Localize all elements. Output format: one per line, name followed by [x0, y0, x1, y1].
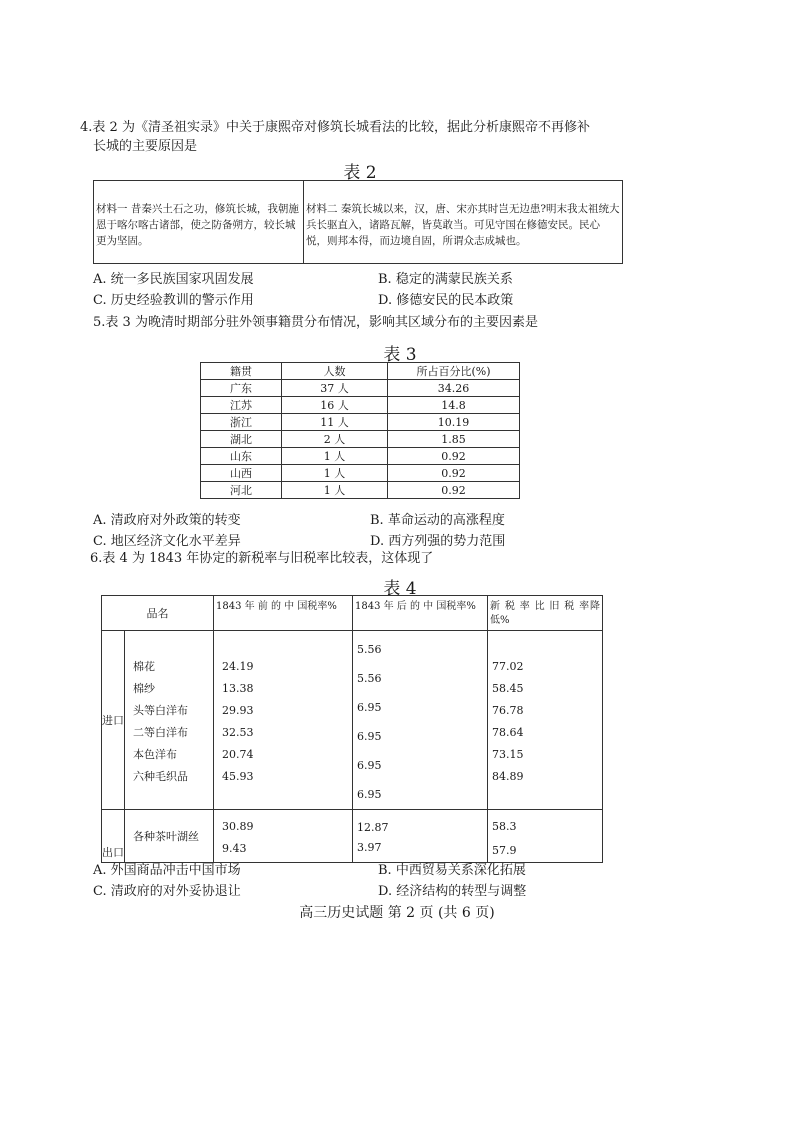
- table4-header-item: 品名: [102, 596, 214, 631]
- list-item: 6.95: [357, 730, 382, 743]
- list-item: 9.43: [222, 842, 247, 855]
- page-footer: 高三历史试题 第 2 页 (共 6 页): [299, 905, 495, 921]
- table3-cell: 2 人: [282, 431, 388, 448]
- table3-cell: 广东: [201, 380, 282, 397]
- list-item: 棉纱: [133, 682, 155, 695]
- table3-cell: 1 人: [282, 465, 388, 482]
- table3-cell: 0.92: [388, 465, 520, 482]
- list-item: 57.9: [492, 844, 517, 857]
- table4: [101, 595, 603, 863]
- list-item: 6.95: [357, 701, 382, 714]
- table3-cell: 0.92: [388, 448, 520, 465]
- table2-material1: 材料一 昔秦兴土石之功，修筑长城，我朝施恩于喀尔喀古诸部，使之防备朔方，较长城更为坚固。: [94, 181, 304, 264]
- table-row: [201, 380, 520, 397]
- table2-material2: 材料二 秦筑长城以来，汉，唐、宋亦其时岂无边患?明末我太祖统大兵长驱直入，诸路瓦解，皆莫敢当。可见守国在修德安民。民心悦，则邦本得，而边境自固，所谓众志成城也。: [304, 181, 623, 264]
- q5-stem: 5.表 3 为晚清时期部分驻外领事籍贯分布情况，影响其区域分布的主要因素是: [93, 315, 538, 330]
- list-item: 12.87: [357, 821, 389, 834]
- q4-option-a[interactable]: A. 统一多民族国家巩固发展: [93, 272, 254, 287]
- table3-cell: 0.92: [388, 482, 520, 499]
- table3-cell: 1 人: [282, 448, 388, 465]
- list-item: 二等白洋布: [133, 726, 188, 739]
- table3-cell: 湖北: [201, 431, 282, 448]
- q4-option-d[interactable]: D. 修德安民的民本政策: [378, 293, 514, 308]
- list-item: 76.78: [492, 704, 524, 717]
- table3-header-origin: 籍贯: [201, 363, 282, 380]
- table4-header-before: 1843 年 前 的 中 国税率%: [214, 596, 353, 631]
- table4-import-before: [214, 631, 353, 810]
- q5-option-d[interactable]: D. 西方列强的势力范围: [370, 534, 506, 549]
- q6-option-d[interactable]: D. 经济结构的转型与调整: [378, 884, 527, 899]
- table3-cell: 1.85: [388, 431, 520, 448]
- list-item: 58.3: [492, 820, 517, 833]
- table-row: [201, 448, 520, 465]
- list-item: 6.95: [357, 759, 382, 772]
- list-item: 73.15: [492, 748, 524, 761]
- q4-stem-line2: 长城的主要原因是: [93, 139, 198, 154]
- list-item: 6.95: [357, 788, 382, 801]
- table4-title: 表 4: [383, 579, 417, 599]
- table2-title: 表 2: [343, 163, 377, 183]
- list-item: 六种毛织品: [133, 770, 188, 783]
- list-item: 20.74: [222, 748, 254, 761]
- table4-export-item: 各种茶叶湖丝: [125, 810, 214, 863]
- list-item: 58.45: [492, 682, 524, 695]
- table-row: [201, 465, 520, 482]
- list-item: 77.02: [492, 660, 524, 673]
- q6-option-b[interactable]: B. 中西贸易关系深化拓展: [378, 863, 526, 878]
- q4-option-c[interactable]: C. 历史经验教训的警示作用: [93, 293, 254, 308]
- table4-import-row: [102, 631, 603, 810]
- list-item: 头等白洋布: [133, 704, 188, 717]
- table-row: [201, 397, 520, 414]
- table4-export-row: [102, 810, 603, 863]
- list-item: 45.93: [222, 770, 254, 783]
- table4-export-before: [214, 810, 353, 863]
- table-row: [201, 414, 520, 431]
- table3-cell: 11 人: [282, 414, 388, 431]
- table3: [200, 362, 520, 499]
- table3-cell: 河北: [201, 482, 282, 499]
- table-row: [201, 482, 520, 499]
- table3-cell: 10.19: [388, 414, 520, 431]
- q6-option-a[interactable]: A. 外国商品冲击中国市场: [93, 863, 241, 878]
- table3-cell: 江苏: [201, 397, 282, 414]
- list-item: 5.56: [357, 643, 382, 656]
- q5-option-a[interactable]: A. 清政府对外政策的转变: [93, 513, 241, 528]
- list-item: 30.89: [222, 820, 254, 833]
- q6-option-c[interactable]: C. 清政府的对外妥协退让: [93, 884, 241, 899]
- list-item: 29.93: [222, 704, 254, 717]
- q5-option-b[interactable]: B. 革命运动的高涨程度: [370, 513, 505, 528]
- table3-header-count: 人数: [282, 363, 388, 380]
- q6-stem: 6.表 4 为 1843 年协定的新税率与旧税率比较表，这体现了: [90, 551, 434, 566]
- table4-export-drop: [488, 810, 603, 863]
- list-item: 78.64: [492, 726, 524, 739]
- table3-cell: 山西: [201, 465, 282, 482]
- table2: [93, 180, 623, 264]
- table4-export-after: [353, 810, 488, 863]
- q5-option-c[interactable]: C. 地区经济文化水平差异: [93, 534, 241, 549]
- list-item: 棉花: [133, 660, 155, 673]
- table3-cell: 37 人: [282, 380, 388, 397]
- table4-header-after: 1843 年 后 的 中 国税率%: [353, 596, 488, 631]
- table3-cell: 34.26: [388, 380, 520, 397]
- list-item: 13.38: [222, 682, 254, 695]
- table3-cell: 1 人: [282, 482, 388, 499]
- table3-cell: 山东: [201, 448, 282, 465]
- table3-cell: 16 人: [282, 397, 388, 414]
- q4-stem-line1: 4.表 2 为《清圣祖实录》中关于康熙帝对修筑长城看法的比较，据此分析康熙帝不再修补: [80, 120, 590, 135]
- table3-cell: 浙江: [201, 414, 282, 431]
- list-item: 24.19: [222, 660, 254, 673]
- list-item: 84.89: [492, 770, 524, 783]
- list-item: 5.56: [357, 672, 382, 685]
- table4-import-items: [125, 631, 214, 810]
- q4-option-b[interactable]: B. 稳定的满蒙民族关系: [378, 272, 513, 287]
- table4-import-drop: [488, 631, 603, 810]
- table4-import-after: [353, 631, 488, 810]
- table3-title: 表 3: [383, 345, 417, 365]
- list-item: 32.53: [222, 726, 254, 739]
- table-row: [201, 431, 520, 448]
- table3-header-percent: 所占百分比(%): [388, 363, 520, 380]
- table4-export-label: 出口: [102, 810, 125, 863]
- list-item: 3.97: [357, 841, 382, 854]
- table3-cell: 14.8: [388, 397, 520, 414]
- table4-header-drop: 新 税 率 比 旧 税 率降低%: [488, 596, 603, 631]
- list-item: 本色洋布: [133, 748, 177, 761]
- table4-import-label: 进口: [102, 631, 125, 810]
